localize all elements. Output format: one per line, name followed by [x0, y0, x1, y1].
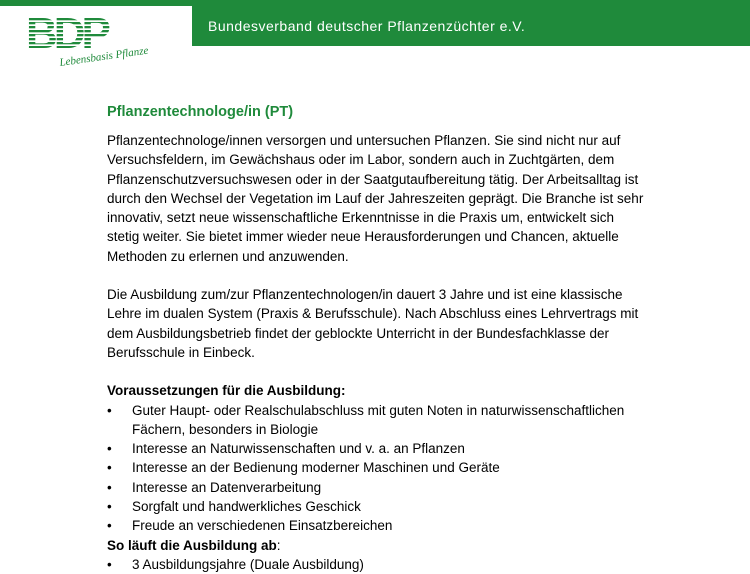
list-item: • Guter Haupt- oder Realschulabschluss mit guten Noten in naturwissenschaftlichen Fächern, besonders in Biologie [107, 402, 625, 437]
organization-name: Bundesverband deutscher Pflanzenzüchter e.V. [208, 18, 526, 34]
bullet-icon: • [107, 518, 112, 534]
bullet-icon: • [107, 441, 112, 457]
bullet-icon: • [107, 499, 112, 515]
intro-paragraph: Pflanzentechnologe/innen versorgen und untersuchen Pflanzen. Sie sind nicht nur auf Versuchsfeldern, im Gewächshaus oder im Labor, sondern auch in Zuchtgärten, dem Pflanzenschutzversuchswesen oder in der Saatgutaufbereitung tätig. Der Arbeitsalltag ist durch den Wechsel der Vegetation im Lauf der Jahreszeiten geprägt. Die Branche ist sehr innovativ, setzt neue wissenschaftliche Erkenntnisse in die Praxis um, entwickelt sich stetig weiter. Sie bietet immer wieder neue Herausforderungen und Chancen, aktuelle Methoden zu erlernen und anzuwenden. [107, 133, 644, 264]
bullet-icon: • [107, 556, 112, 572]
process-list [107, 555, 647, 574]
bullet-icon: • [107, 460, 112, 476]
page-title: Pflanzentechnologe/in (PT) [107, 104, 294, 120]
process-heading: So läuft die Ausbildung ab: [107, 537, 281, 553]
requirements-list [107, 401, 647, 536]
list-item: • Interesse an Naturwissenschaften und v. a. an Pflanzen [107, 439, 647, 458]
main-content [107, 103, 647, 574]
list-item: • 3 Ausbildungsjahre (Duale Ausbildung) [107, 555, 647, 574]
bdp-logo-graphic [24, 10, 184, 72]
list-item: • Sorgfalt und handwerkliches Geschick [107, 497, 647, 516]
list-item: • Interesse an Datenverarbeitung [107, 478, 647, 497]
training-paragraph: Die Ausbildung zum/zur Pflanzentechnologen/in dauert 3 Jahre und ist eine klassische Lehre im dualen System (Praxis & Berufsschule). Nach Abschluss eines Lehrvertrags mit dem Ausbildungsbetrieb findet der geblockte Unterricht in der Bundesfachklasse der Berufsschule in Einbeck. [107, 287, 639, 360]
bullet-icon: • [107, 402, 112, 418]
logo-letters: BDP [26, 10, 107, 58]
organization-banner [192, 6, 750, 46]
bdp-logo[interactable] [24, 10, 184, 72]
list-item: • Interesse an der Bedienung moderner Maschinen und Geräte [107, 458, 647, 477]
requirements-heading: Voraussetzungen für die Ausbildung: [107, 383, 346, 399]
bullet-icon: • [107, 479, 112, 495]
logo-tagline: Lebensbasis Pflanze [58, 44, 150, 69]
list-item: • Freude an verschiedenen Einsatzbereichen [107, 516, 647, 535]
